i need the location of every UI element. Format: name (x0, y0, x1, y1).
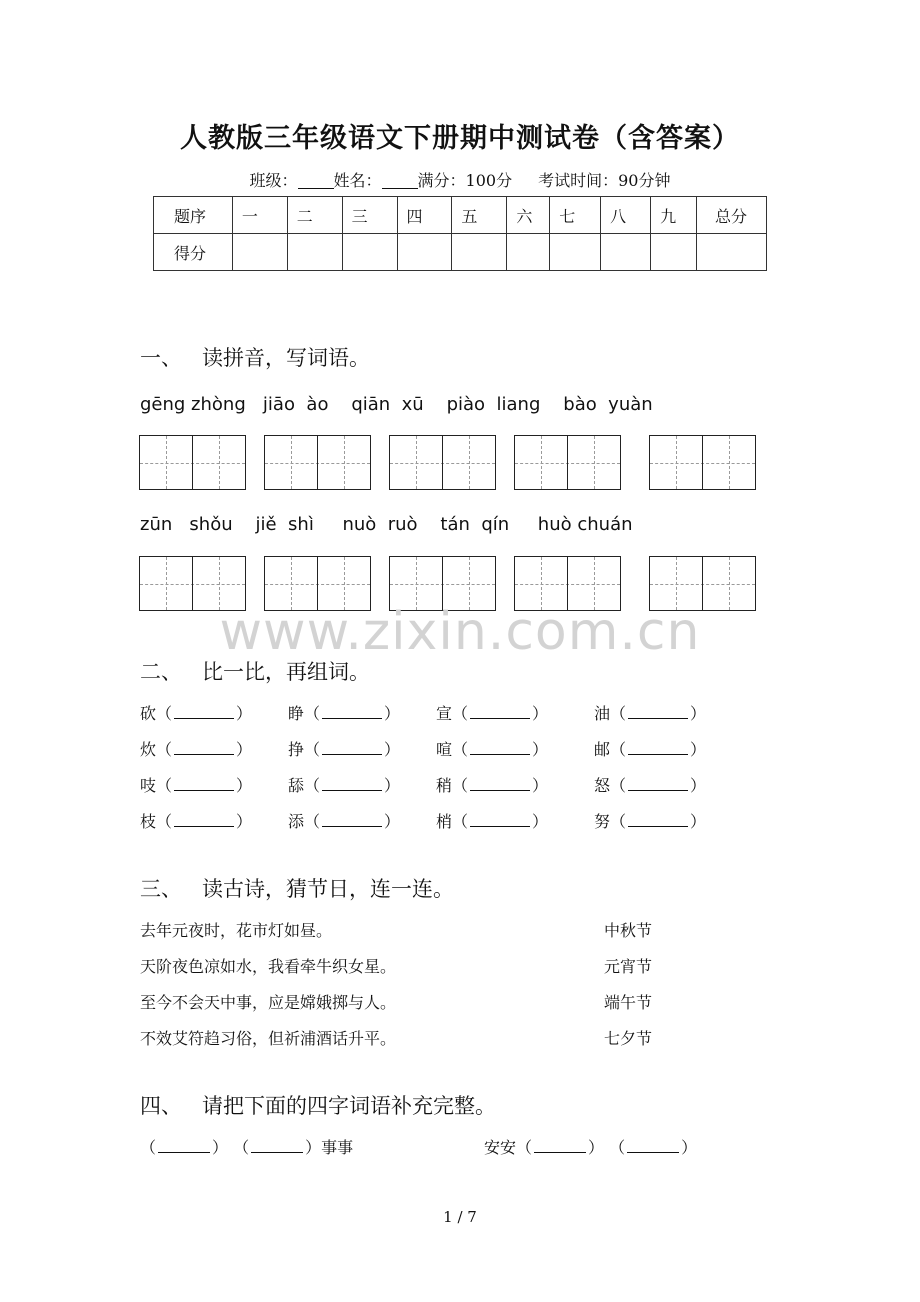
answer-blank[interactable] (470, 705, 530, 719)
word-compare-row (140, 773, 780, 795)
section-number: 三、 (140, 877, 182, 901)
exam-time: 考试时间：90分钟 (538, 171, 671, 190)
poem-line[interactable]: 至今不会天中事，应是嫦娥掷与人。 (140, 993, 397, 1012)
tianzige-box[interactable] (649, 435, 756, 490)
section-2-heading (140, 656, 370, 686)
answer-blank[interactable] (174, 813, 234, 827)
answer-blank[interactable] (470, 777, 530, 791)
word-item: 梢（ ） (436, 812, 549, 831)
score-cell[interactable] (601, 234, 651, 271)
word-item: 喧（ ） (436, 740, 549, 759)
word-item: 吱（ ） (140, 776, 253, 795)
festival-option[interactable]: 七夕节 (604, 1029, 653, 1048)
score-header: 三 (342, 197, 397, 234)
tianzige-box[interactable] (389, 435, 496, 490)
score-header: 四 (397, 197, 452, 234)
class-blank (298, 173, 334, 189)
pinyin-row-2: zūn shǒu jiě shì nuò ruò tán qín huò chuán (140, 514, 633, 535)
word-item: 稍（ ） (436, 776, 549, 795)
answer-blank[interactable] (322, 741, 382, 755)
answer-blank[interactable] (534, 1139, 586, 1153)
word-item: 努（ ） (594, 812, 707, 831)
name-label: 姓名： (333, 171, 382, 190)
score-cell[interactable] (397, 234, 452, 271)
section-title: 读拼音，写词语。 (202, 346, 370, 370)
answer-blank[interactable] (628, 813, 688, 827)
exam-info (0, 168, 920, 191)
idiom-row (140, 1135, 740, 1157)
score-header: 六 (507, 197, 550, 234)
answer-blank[interactable] (174, 741, 234, 755)
score-table (153, 196, 767, 271)
answer-blank[interactable] (251, 1139, 303, 1153)
pinyin-row-1: gēng zhòng jiāo ào qiān xū piào liang bào yuàn (140, 394, 653, 415)
answer-blank[interactable] (470, 741, 530, 755)
answer-blank[interactable] (628, 741, 688, 755)
answer-blank[interactable] (174, 705, 234, 719)
section-title: 请把下面的四字词语补充完整。 (202, 1094, 496, 1118)
answer-blank[interactable] (627, 1139, 679, 1153)
section-number: 一、 (140, 346, 182, 370)
section-4-heading (140, 1090, 496, 1120)
class-label: 班级： (249, 171, 298, 190)
tianzige-box[interactable] (264, 435, 371, 490)
idiom-item-2: 安安（ ） （ ） (484, 1138, 698, 1157)
word-item: 邮（ ） (594, 740, 707, 759)
word-item: 挣（ ） (288, 740, 401, 759)
score-row-label: 得分 (154, 234, 233, 271)
full-score: 满分：100分 (417, 171, 513, 190)
score-cell[interactable] (697, 234, 767, 271)
answer-blank[interactable] (470, 813, 530, 827)
score-cell[interactable] (342, 234, 397, 271)
section-title: 读古诗，猜节日，连一连。 (202, 877, 454, 901)
score-table-score-row (154, 234, 767, 271)
score-header: 七 (550, 197, 601, 234)
page-number: 1 / 7 (443, 1208, 477, 1226)
poem-line[interactable]: 不效艾符趋习俗，但祈浦酒话升平。 (140, 1029, 397, 1048)
word-item: 枝（ ） (140, 812, 253, 831)
section-1-heading (140, 342, 370, 372)
page-title: 人教版三年级语文下册期中测试卷（含答案） (180, 123, 740, 154)
word-item: 砍（ ） (140, 704, 253, 723)
score-cell[interactable] (287, 234, 342, 271)
word-item: 添（ ） (288, 812, 401, 831)
watermark: www.zixin.com.cn (219, 602, 701, 662)
score-cell[interactable] (550, 234, 601, 271)
word-compare-row (140, 737, 780, 759)
word-item: 宣（ ） (436, 704, 549, 723)
answer-blank[interactable] (322, 705, 382, 719)
tianzige-box[interactable] (514, 435, 621, 490)
score-cell[interactable] (507, 234, 550, 271)
score-header: 一 (232, 197, 287, 234)
score-cell[interactable] (232, 234, 287, 271)
score-header: 九 (651, 197, 697, 234)
score-header: 二 (287, 197, 342, 234)
poem-festival-row (140, 918, 660, 940)
poem-festival-row (140, 954, 660, 976)
answer-blank[interactable] (628, 705, 688, 719)
score-cell[interactable] (651, 234, 697, 271)
poem-line[interactable]: 天阶夜色凉如水，我看牵牛织女星。 (140, 957, 397, 976)
answer-blank[interactable] (322, 813, 382, 827)
section-number: 四、 (140, 1094, 182, 1118)
score-header: 五 (452, 197, 507, 234)
word-item: 睁（ ） (288, 704, 401, 723)
tianzige-box[interactable] (139, 435, 246, 490)
word-item: 舔（ ） (288, 776, 401, 795)
answer-blank[interactable] (322, 777, 382, 791)
poem-festival-row (140, 1026, 660, 1048)
answer-blank[interactable] (158, 1139, 210, 1153)
word-item: 油（ ） (594, 704, 707, 723)
poem-line[interactable]: 去年元夜时，花市灯如昼。 (140, 921, 333, 940)
score-header: 八 (601, 197, 651, 234)
score-table-header-row (154, 197, 767, 234)
score-header: 总分 (697, 197, 767, 234)
writing-grid-row-1 (139, 435, 759, 491)
score-header: 题序 (154, 197, 233, 234)
word-compare-row (140, 809, 780, 831)
word-compare-row (140, 701, 780, 723)
festival-option[interactable]: 端午节 (604, 993, 653, 1012)
poem-festival-row (140, 990, 660, 1012)
section-number: 二、 (140, 660, 182, 684)
answer-blank[interactable] (628, 777, 688, 791)
name-blank (382, 173, 418, 189)
word-item: 怒（ ） (594, 776, 707, 795)
word-item: 炊（ ） (140, 740, 253, 759)
score-cell[interactable] (452, 234, 507, 271)
idiom-item-1: （ ） （ ）事事 (140, 1138, 354, 1157)
section-title: 比一比，再组词。 (202, 660, 370, 684)
festival-option[interactable]: 元宵节 (604, 957, 653, 976)
answer-blank[interactable] (174, 777, 234, 791)
section-3-heading (140, 873, 454, 903)
festival-option[interactable]: 中秋节 (604, 921, 653, 940)
